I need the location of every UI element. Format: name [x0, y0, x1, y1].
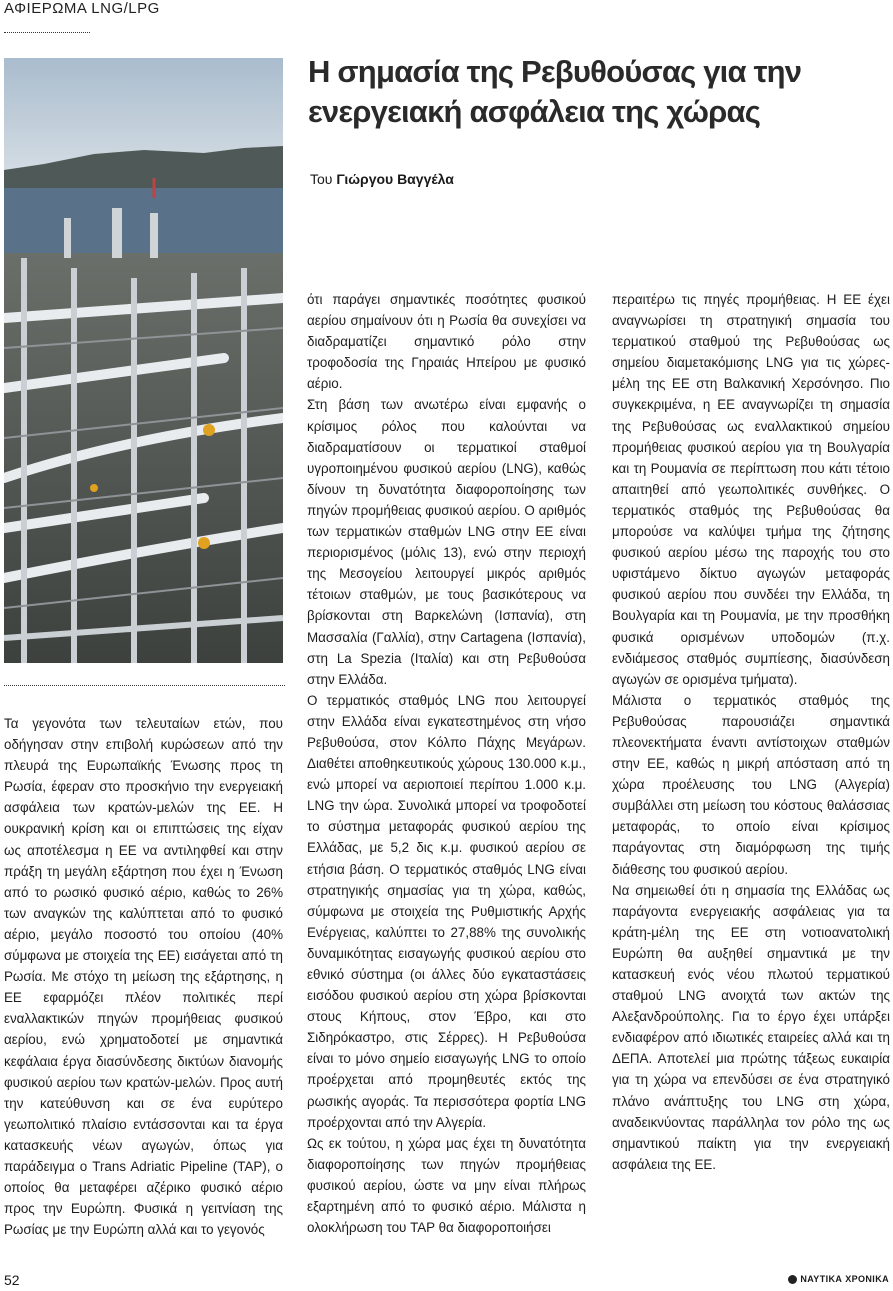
page-number: 52: [4, 1272, 20, 1288]
article-paragraph: Στη βάση των ανωτέρω είναι εμφανής ο κρίσιμος ρόλος που καλούνται να διαδραματίσουν οι τερματικοί σταθμοί υγροποιημένου φυσικού αερίου (LNG), καθώς δίνουν τη δυνατότητα διαφοροποίησης των πηγών προμήθειας φυσικού αερίου. Ο αριθμός των τερματικών σταθμών LNG στην ΕΕ είναι περιορισμένος (μόλις 13), ενώ στην περιοχή της Μεσογείου λειτουργεί μικρός αριθμός τέτοιων σταθμών, με τους βασικότερους να βρίσκονται στη Βαρκελώνη (Ισπανία), στη Μασσαλία (Γαλλία), στην Cartagena (Ισπανία), στη La Spezia (Ιταλία) και στη Ρεβυθούσα στην Ελλάδα.: [307, 397, 586, 687]
article-paragraph: Ως εκ τούτου, η χώρα μας έχει τη δυνατότητα διαφοροποίησης των πηγών προμήθειας φυσικού αερίου, ώστε να μην είναι πλήρως εξαρτημένη από το φυσικό αέριο. Μάλιστα η ολοκλήρωση του TAP θα διαφοροποιήσει: [307, 1135, 586, 1236]
article-paragraph-continued: περαιτέρω τις πηγές προμήθειας. Η ΕΕ έχει αναγνωρίσει τη στρατηγική σημασία του τερματικού σταθμού της Ρεβυθούσας ως σημείου διαμετακόμισης LNG για τις χώρες-μέλη της ΕΕ στη Βαλκανική Χερσόνησο. Πιο συγκεκριμένα, η ΕΕ αναγνωρίζει τη σημασία της Ρεβυθούσας ως εναλλακτικού σημείου προμήθειας φυσικού αερίου για τη Βουλγαρία και τη Ρουμανία σε περίπτωση που κάτι τέτοιο απαιτηθεί από γεωπολιτικές συνθήκες. Ο τερματικός σταθμός της Ρεβυθούσας θα μπορούσε να καλύψει τμήμα της ζήτησης φυσικού αερίου μέσω της παροχής του στο υφιστάμενο δίκτυο αγωγών μεταφοράς φυσικού αερίου που συνδέει την Ελλάδα, τη Βουλγαρία και τη Ρουμανία, με την προσθήκη φυσικά ορισμένων υποδομών (π.χ. ενδιάμεσος σταθμός συμπίεσης, διασύνδεση αγωγών σε ορισμένα τμήματα).: [612, 292, 890, 687]
publication-brand: [788, 1274, 889, 1284]
byline: [310, 171, 454, 187]
article-title: Η σημασία της Ρεβυθούσας για την ενεργειακή ασφάλεια της χώρας: [308, 54, 802, 129]
article-paragraph: Ο τερματικός σταθμός LNG που λειτουργεί στην Ελλάδα είναι εγκατεστημένος στη νήσο Ρεβυθούσα, στον Κόλπο Πάχης Μεγάρων. Διαθέτει αποθηκευτικούς χώρους 130.000 κ.μ., ενώ μπορεί να αεριοποιεί περίπου 1.000 κ.μ. LNG την ώρα. Συνολικά μπορεί να τροφοδοτεί το σύστημα μεταφοράς φυσικού αερίου της Ελλάδας, με 5,2 δις κ.μ. φυσικού αερίου σε ετήσια βάση. Ο τερματικός σταθμός LNG είναι στρατηγικής σημασίας για τη χώρα, καθώς, σύμφωνα με στοιχεία της Ρυθμιστικής Αρχής Ενέργειας, καλύπτει το 27,88% της συνολικής δυναμικότητας εισαγωγής φυσικού αερίου στο εθνικό σύστημα (οι άλλες δύο εγκαταστάσεις εισόδου φυσικού αερίου στη χώρα βρίσκονται στους Κήπους, στον Έβρο, και στο Σιδηρόκαστρο, στις Σέρρες). Η Ρεβυθούσα είναι το μόνο σημείο εισαγωγής LNG το οποίο προέρχεται από προμηθευτές εκτός της ρωσικής αγοράς. Τα περισσότερα φορτία LNG προέρχονται από την Αλγερία.: [307, 692, 586, 1130]
brand-name: ΝΑΥΤΙΚΑ ΧΡΟΝΙΚΑ: [800, 1274, 889, 1284]
article-paragraph-continued: ότι παράγει σημαντικές ποσότητες φυσικού αερίου σημαίνουν ότι η Ρωσία θα συνεχίσει να διαδραματίζει σημαντικό ρόλο στην τροφοδοσία της Γηραιάς Ηπείρου με φυσικό αέριο.: [307, 292, 586, 392]
ship-wheel-icon: [788, 1275, 797, 1284]
article-column-1: [4, 713, 283, 1240]
section-divider: [4, 32, 90, 33]
lng-terminal-photo: [4, 58, 283, 663]
photo-divider: [4, 685, 285, 686]
article-column-2: [307, 289, 586, 1238]
article-column-3: [612, 289, 890, 1175]
byline-author: Γιώργου Βαγγέλα: [336, 171, 454, 187]
article-paragraph: Τα γεγονότα των τελευταίων ετών, που οδήγησαν στην επιβολή κυρώσεων από την πλευρά της Ευρωπαϊκής Ένωσης προς τη Ρωσία, έφεραν στο προσκήνιο την ενεργειακή ασφάλεια των κρατών-μελών της ΕΕ. Η ουκρανική κρίση και οι επιπτώσεις της είχαν ως αποτέλεσμα η ΕΕ να αντιληφθεί και στην πράξη τη μεγάλη εξάρτηση που έχει η Ένωση από το ρωσικό φυσικό αέριο, καθώς το 26% των αναγκών της καλύπτεται από το φυσικό αέριο, μεγάλο ποσοστό του οποίου (40% σύμφωνα με στοιχεία της ΕΕ) εισάγεται από τη Ρωσία. Με στόχο τη μείωση της εξάρτησης, η ΕΕ εφαρμόζει πλέον πολιτικές περί εναλλακτικών πηγών προμήθειας φυσικού αερίου, ενώ χρηματοδοτεί με σημαντικά κεφάλαια έργα διασύνδεσης δικτύων διανομής φυσικού αερίου των κρατών-μελών. Προς αυτή την κατεύθυνση και σε ένα ευρύτερο γεωπολιτικό πλαίσιο εντάσσονται και τα έργα κατασκευής νέων αγωγών, όπως για παράδειγμα ο Trans Adriatic Pipeline (TAP), ο οποίος θα μεταφέρει αζέρικο φυσικό αέριο προς την Ευρώπη. Φυσικά η γειτνίαση της Ρωσίας με την Ευρώπη αλλά και το γεγονός: [4, 716, 283, 1238]
article-paragraph: Να σημειωθεί ότι η σημασία της Ελλάδας ως παράγοντα ενεργειακής ασφάλειας για τα κράτη-μέλη της ΕΕ στη νοτιοανατολική Ευρώπη θα αυξηθεί σημαντικά με την κατασκευή ενός νέου πλωτού τερματικού σταθμού LNG ανοιχτά των ακτών της Αλεξανδρούπολης. Για το έργο έχει υπάρξει ενδιαφέρον από ιδιωτικές εταιρείες αλλά και τη ΔΕΠΑ. Αποτελεί μια πρώτης τάξεως ευκαιρία για τη χώρα να επενδύσει σε ένα στρατηγικό πλάνο ανάπτυξης του LNG στη χώρα, αναδεικνύοντας παράλληλα τον ρόλο της ως σημαντικού παίκτη για την ενεργειακή ασφάλεια της ΕΕ.: [612, 882, 890, 1172]
section-label: ΑΦΙΕΡΩΜΑ LNG/LPG: [4, 0, 160, 17]
byline-prefix: Του: [310, 171, 333, 187]
article-paragraph: Μάλιστα ο τερματικός σταθμός της Ρεβυθούσας παρουσιάζει σημαντικά πλεονεκτήματα έναντι αντίστοιχων σταθμών στην ΕΕ, καθώς η μικρή απόσταση από τη χώρα προέλευσης του LNG (Αλγερία) συμβάλλει στη μείωση του κόστους θαλάσσιας μεταφοράς, το οποίο είναι κρίσιμος παράγοντας στη διαμόρφωση της τιμής διάθεσης του φυσικού αερίου.: [612, 692, 890, 877]
